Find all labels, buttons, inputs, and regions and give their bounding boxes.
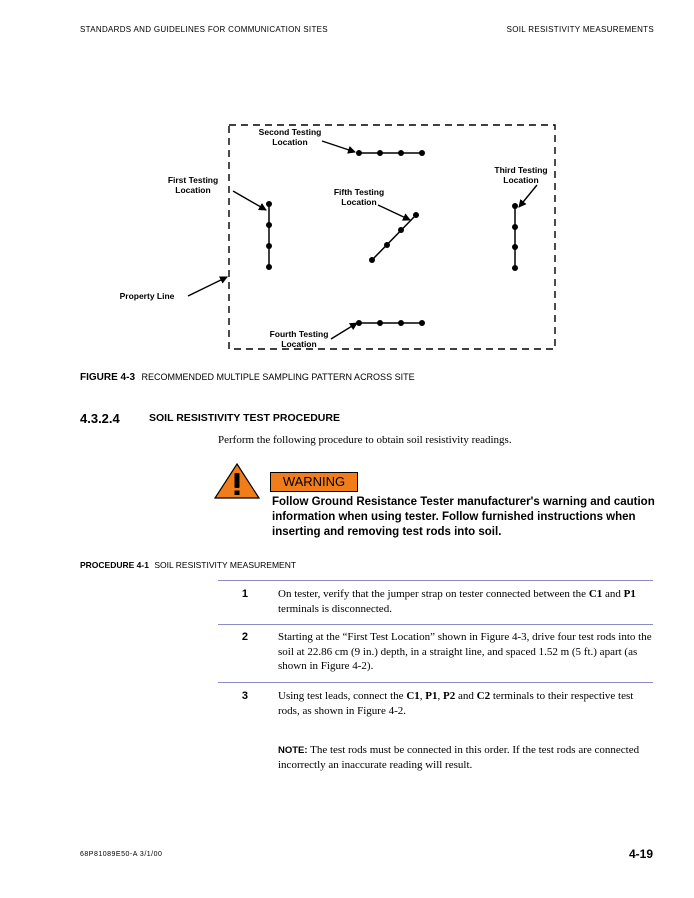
test-rod <box>512 244 518 250</box>
label-first-2: Location <box>175 185 211 195</box>
label-third-2: Location <box>503 175 539 185</box>
test-rod <box>384 242 390 248</box>
warning-text: Follow Ground Resistance Tester manufacturer's warning and caution information when using tester. Follow furnished instructions when inserting and removing test rods into soil. <box>272 496 655 538</box>
page-number: 4-19 <box>628 847 653 861</box>
section-title: SOIL RESISTIVITY TEST PROCEDURE <box>149 412 340 424</box>
procedure-rule-top <box>218 580 653 581</box>
test-rod <box>377 320 383 326</box>
second-testing-location-rods <box>356 150 425 156</box>
first-testing-location-rods <box>266 201 272 270</box>
test-rod <box>512 265 518 271</box>
arrow-first <box>233 191 266 210</box>
test-rod <box>266 243 272 249</box>
test-rod <box>512 224 518 230</box>
step-text: Using test leads, connect the C1, P1, P2 and C2 terminals to their respective test rods, as shown in Figure 4-2. <box>278 690 634 717</box>
procedure-title <box>80 560 296 570</box>
test-rod <box>369 257 375 263</box>
label-second-1: Second Testing <box>258 127 322 137</box>
test-rod <box>377 150 383 156</box>
section-number: 4.3.2.4 <box>80 411 120 426</box>
warning-badge: WARNING <box>270 472 358 492</box>
note-text: The test rods must be connected in this order. If the test rods are connected incorrectly an inaccurate reading will result. <box>278 744 640 771</box>
label-second-2: Location <box>272 137 308 147</box>
arrow-second <box>322 141 355 152</box>
procedure-name: SOIL RESISTIVITY MEASUREMENT <box>154 560 297 570</box>
arrow-third <box>519 185 537 207</box>
test-rod <box>419 320 425 326</box>
test-rod <box>419 150 425 156</box>
figure-caption-number: FIGURE 4-3 <box>80 372 136 383</box>
step-number: 1 <box>241 588 248 600</box>
procedure-rule <box>218 624 653 625</box>
arrow-property-line <box>188 277 227 296</box>
test-rod <box>266 201 272 207</box>
fourth-testing-location-rods <box>356 320 425 326</box>
procedure-rule <box>218 682 653 683</box>
running-header-left: STANDARDS AND GUIDELINES FOR COMMUNICATION SITES <box>80 25 328 34</box>
callout-arrows <box>188 141 537 339</box>
running-header-right: SOIL RESISTIVITY MEASUREMENTS <box>506 25 654 34</box>
test-rod <box>512 203 518 209</box>
arrow-fourth <box>331 323 357 339</box>
figure-caption-title: RECOMMENDED MULTIPLE SAMPLING PATTERN ACROSS SITE <box>141 372 415 382</box>
label-property-line: Property Line <box>119 291 175 301</box>
label-fifth-1: Fifth Testing <box>333 187 385 197</box>
sampling-pattern-figure <box>0 0 694 360</box>
third-testing-location-rods <box>512 203 518 271</box>
label-fourth-1: Fourth Testing <box>269 329 329 339</box>
arrow-fifth <box>378 205 410 220</box>
label-fifth-2: Location <box>341 197 377 207</box>
step-number: 3 <box>241 690 248 702</box>
test-rod <box>266 222 272 228</box>
note-label: NOTE: <box>278 745 308 756</box>
test-rod <box>413 212 419 218</box>
test-rod <box>398 227 404 233</box>
test-rod <box>266 264 272 270</box>
label-fourth-2: Location <box>281 339 317 349</box>
procedure-note <box>278 743 653 773</box>
procedure-number: PROCEDURE 4-1 <box>80 560 149 570</box>
footer-doc-id: 68P81089E50-A 3/1/00 <box>80 851 163 858</box>
exclamation-triangle-icon <box>214 463 260 499</box>
figure-caption <box>80 372 415 383</box>
property-boundary <box>229 125 555 349</box>
test-rod <box>356 150 362 156</box>
step-text: Starting at the “First Test Location” shown in Figure 4-3, drive four test rods into the soil at 22.86 cm (9 in.) depth, in a straight line, and spaced 1.52 m (5 ft.) apart (as shown in Figure 4-2). <box>278 631 652 672</box>
label-third-1: Third Testing <box>494 165 548 175</box>
section-intro: Perform the following procedure to obtain soil resistivity readings. <box>218 434 512 446</box>
step-number: 2 <box>241 631 248 643</box>
step-text: On tester, verify that the jumper strap on tester connected between the C1 and P1 terminals is disconnected. <box>278 588 636 615</box>
test-rod <box>398 150 404 156</box>
test-rod <box>398 320 404 326</box>
fifth-testing-location-rods <box>369 212 419 263</box>
label-first-1: First Testing <box>167 175 219 185</box>
